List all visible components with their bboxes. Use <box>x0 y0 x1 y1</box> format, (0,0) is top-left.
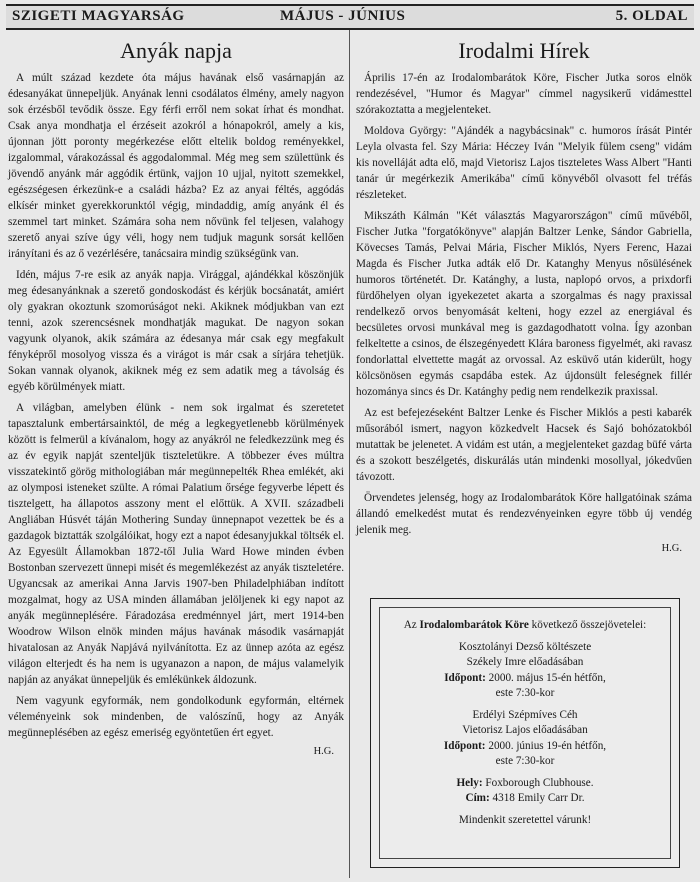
date1-label: Időpont: <box>444 671 486 684</box>
article-paragraph: A világban, amelyben élünk - nem sok irgalmat és szeretetet tapasztalunk embertársainktól, de még a legkegyetlenebb körülmények között is felmerül a kívánalom, hogy az anyákról ne feledkezzünk meg és az év egyik napját szenteljük tiszteletükre. A többezer éves múltra visszatekintő görög mithologiában már megünnepelték Rhea emlékét, aki az olymposi isteneket szülte. A római Palatium őrsége fegyverbe lépett és tisztelgett, ha állapotos asszony ment el előttük. A XVII. századbeli Angliában Húsvét táján Mothering Sunday ünnepnapot vezettek be és a gazdagok biztatták szolgálóikat, hogy ezt a napot édesanyjukkal töltsék el. Az Egyesült Államokban 1872-től Julia Ward Howe minden évben Bostonban szervezett ünnepi misét és megemlékezést az anyák tiszteletére. Ugyancsak az amerikai Anna Jarvis 1907-ben Philadelphiában indított mozgalmat, hogy az USA minden államában jelöljenek ki egy napot az anyák megünneplésére. Fáradozása eredménnyel járt, mert 1914-ben Woodrow Wilson elnök minden május havának második vasárnapját hivatalosan az Anyák Napjává nyilvánította. Ez az ünnep azóta az egész világon elterjedt és ha nem is ugyanazon a napon, de május valamelyik napján az anyákat ünnepeljük és emlékünkek áldozunk. <box>8 402 344 686</box>
article-paragraph: Idén, május 7-re esik az anyák napja. Virággal, ajándékkal köszönjük meg édesanyánknak a szerető gondoskodást és kérjük bocsánatát, amiért oly gyakran okoztunk szomorúságot neki. Akiknek módjukban van ezt tenni, azok szerencsésnek mondhatják magukat. De nagyon sokan vagyunk olyanok, akik számára az édesanya már csak egy megfakult fényképről mosolyog vissza és a virágot is már csak a sírjára tehetjük. Sokan vannak olyanok, akiknek még ez sem adatik meg a távolság és egyéb körülmények miatt. <box>8 269 344 393</box>
event1-time: este 7:30-kor <box>495 687 555 699</box>
notice-club-name: Irodalombarátok Köre <box>419 619 529 631</box>
page-header <box>6 4 694 30</box>
address-value: 4318 Emily Carr Dr. <box>489 792 585 804</box>
place-label: Hely: <box>456 776 483 789</box>
right-article <box>356 38 692 554</box>
article-paragraph: Mikszáth Kálmán "Két választás Magyarországon" című művéből, Fischer Jutka "forgatókönyve" alapján Baltzer Lenke, Sándor Gabriella, Kövecses Tamás, Pelvai Mária, Fischer Miklós, Nyers Ferenc, Hazai Magda és Fischer Jutka adták elő Dr. Katanghy Menyus nősülésének humoros történetét. Dr. Katánghy, a lusta, naplopó orvos, a prixdorfi fürdőhelyen olyan igyekezetet akarta a szorgalmas és nagy praxissal rendelkező orvos benyomását kelteni, hogy ezzel az energiával és becsületes orvosi munkával meg is gazdagodhatott volna. Így azonban felkeltette a csinos, de élszegényedett Klára baroness figyelmét, aki ravasz fondorlattal elvettette magát az orvossal. Az esküvő után kiderült, hogy kölcsönösen egymás csapdába estek. Az újdonsült feleségnek fillér hozománya sincs és Dr. Katánghy pedig nem rendelkezik praxissal. <box>356 210 692 398</box>
page-number: 5. OLDAL <box>615 8 688 24</box>
event-address <box>380 791 670 807</box>
place-value: Foxborough Clubhouse. <box>482 776 594 789</box>
event2-title: Erdélyi Szépmíves Céh <box>472 708 578 721</box>
event1-title: Kosztolányi Dezső költészete <box>458 640 592 653</box>
right-article-title: Irodalmi Hírek <box>458 38 590 63</box>
notice-closing: Mindenkit szeretettel várunk! <box>458 813 592 826</box>
address-label: Cím: <box>465 792 490 804</box>
date1-value: 2000. május 15-én hétfőn, <box>485 671 606 684</box>
notice-intro-pre: Az <box>403 619 420 631</box>
event-place <box>380 776 670 792</box>
event2-presenter: Vietorisz Lajos előadásában <box>462 724 588 736</box>
event2-date <box>380 739 670 755</box>
event-notice-box <box>370 598 680 868</box>
article-paragraph: Örvendetes jelenség, hogy az Irodalombarátok Köre hallgatóinak száma állandó emelkedést mutat és rendezvényeinken egyre több új vendég jelenik meg. <box>356 492 692 536</box>
article-paragraph: Moldova György: "Ajándék a nagybácsinak" c. humoros írását Pintér Leyla olvasta fel. Szy Mária: Héczey Iván "Melyik fülem cseng" vidám kis novelláját adta elő, majd Vietorisz Lajos tiszteletes Wass Albert "Hanti tanár úr megérkezik Amerikába" című könyvéből olvasott fel tréfás részleteket. <box>356 125 692 201</box>
notice-intro-post: következő összejövetelei: <box>528 619 647 631</box>
date2-value: 2000. június 19-én hétfőn, <box>485 739 607 752</box>
right-signature: H.G. <box>661 543 682 554</box>
article-paragraph: Nem vagyunk egyformák, nem gondolkodunk egyformán, eltérnek véleményeink sok mindenben, de valószínű, hogy az Anyák megünneplésében az egész emeriség egyöntetűen ért egyet. <box>8 695 344 739</box>
event1-date <box>380 671 670 687</box>
publication-title: SZIGETI MAGYARSÁG <box>12 8 185 24</box>
left-article <box>8 38 344 757</box>
left-signature: H.G. <box>313 746 334 757</box>
left-article-title: Anyák napja <box>120 38 232 63</box>
event-notice-inner <box>379 607 671 859</box>
article-paragraph: A múlt század kezdete óta május havának első vasárnapján az édesanyákat ünnepeljük. Anyának lenni csodálatos élmény, amely nagyon sok érzésből tevődik össze. Egy férfi erről nem sokat írhat és mondhat. Csak anya mondhatja el érzéseit azokról a hónapokról, amely a kis, újonnan jött poronty megérkezése előtt eltelik boldog reményekkel, izgalommal, várakozással és aggodalommal. Még meg sem születtünk és jövendő anyánk már aggódik értünk, vajjon 10 ujjal, nyitott szemekkel, egészségesen érkezünk-e a családi házba? Ez az anyai féltés, aggódás elkísér minket gyerekkorunktól végig, mindaddig, amíg anyánk él és szemmel tart minket. Számára soha nem nővünk fel teljesen, valahogy szerető anyai szíve úgy véli, hogy nem tudjuk magunk sorsát kellően irányítani és az ő vezérlésére, tanácsaira mindig szükségünk van. <box>8 72 344 260</box>
notice-intro <box>384 618 666 634</box>
event2-time: este 7:30-kor <box>495 755 555 767</box>
issue-date: MÁJUS - JÚNIUS <box>280 8 406 24</box>
article-paragraph: Az est befejezéseként Baltzer Lenke és Fischer Miklós a pesti kabarék műsorából ismert, nagyon közkedvelt Hacsek és Sajó bohózatokból mutattak be jelenetet. A vidám est után, a megjelenteket gazdag büfé várta és a szokott beszélgetés, diskurálás után mindenki mosollyal, jókedvűen távozott. <box>356 407 692 483</box>
date2-label: Időpont: <box>443 739 486 752</box>
article-paragraph: Április 17-én az Irodalombarátok Köre, Fischer Jutka soros elnök rendezésével, "Humor és Magyar" címmel nagysikerű vidámesttel szórakoztatta a megjelenteket. <box>356 72 692 116</box>
event1-presenter: Székely Imre előadásában <box>466 656 584 668</box>
column-divider <box>349 30 350 878</box>
